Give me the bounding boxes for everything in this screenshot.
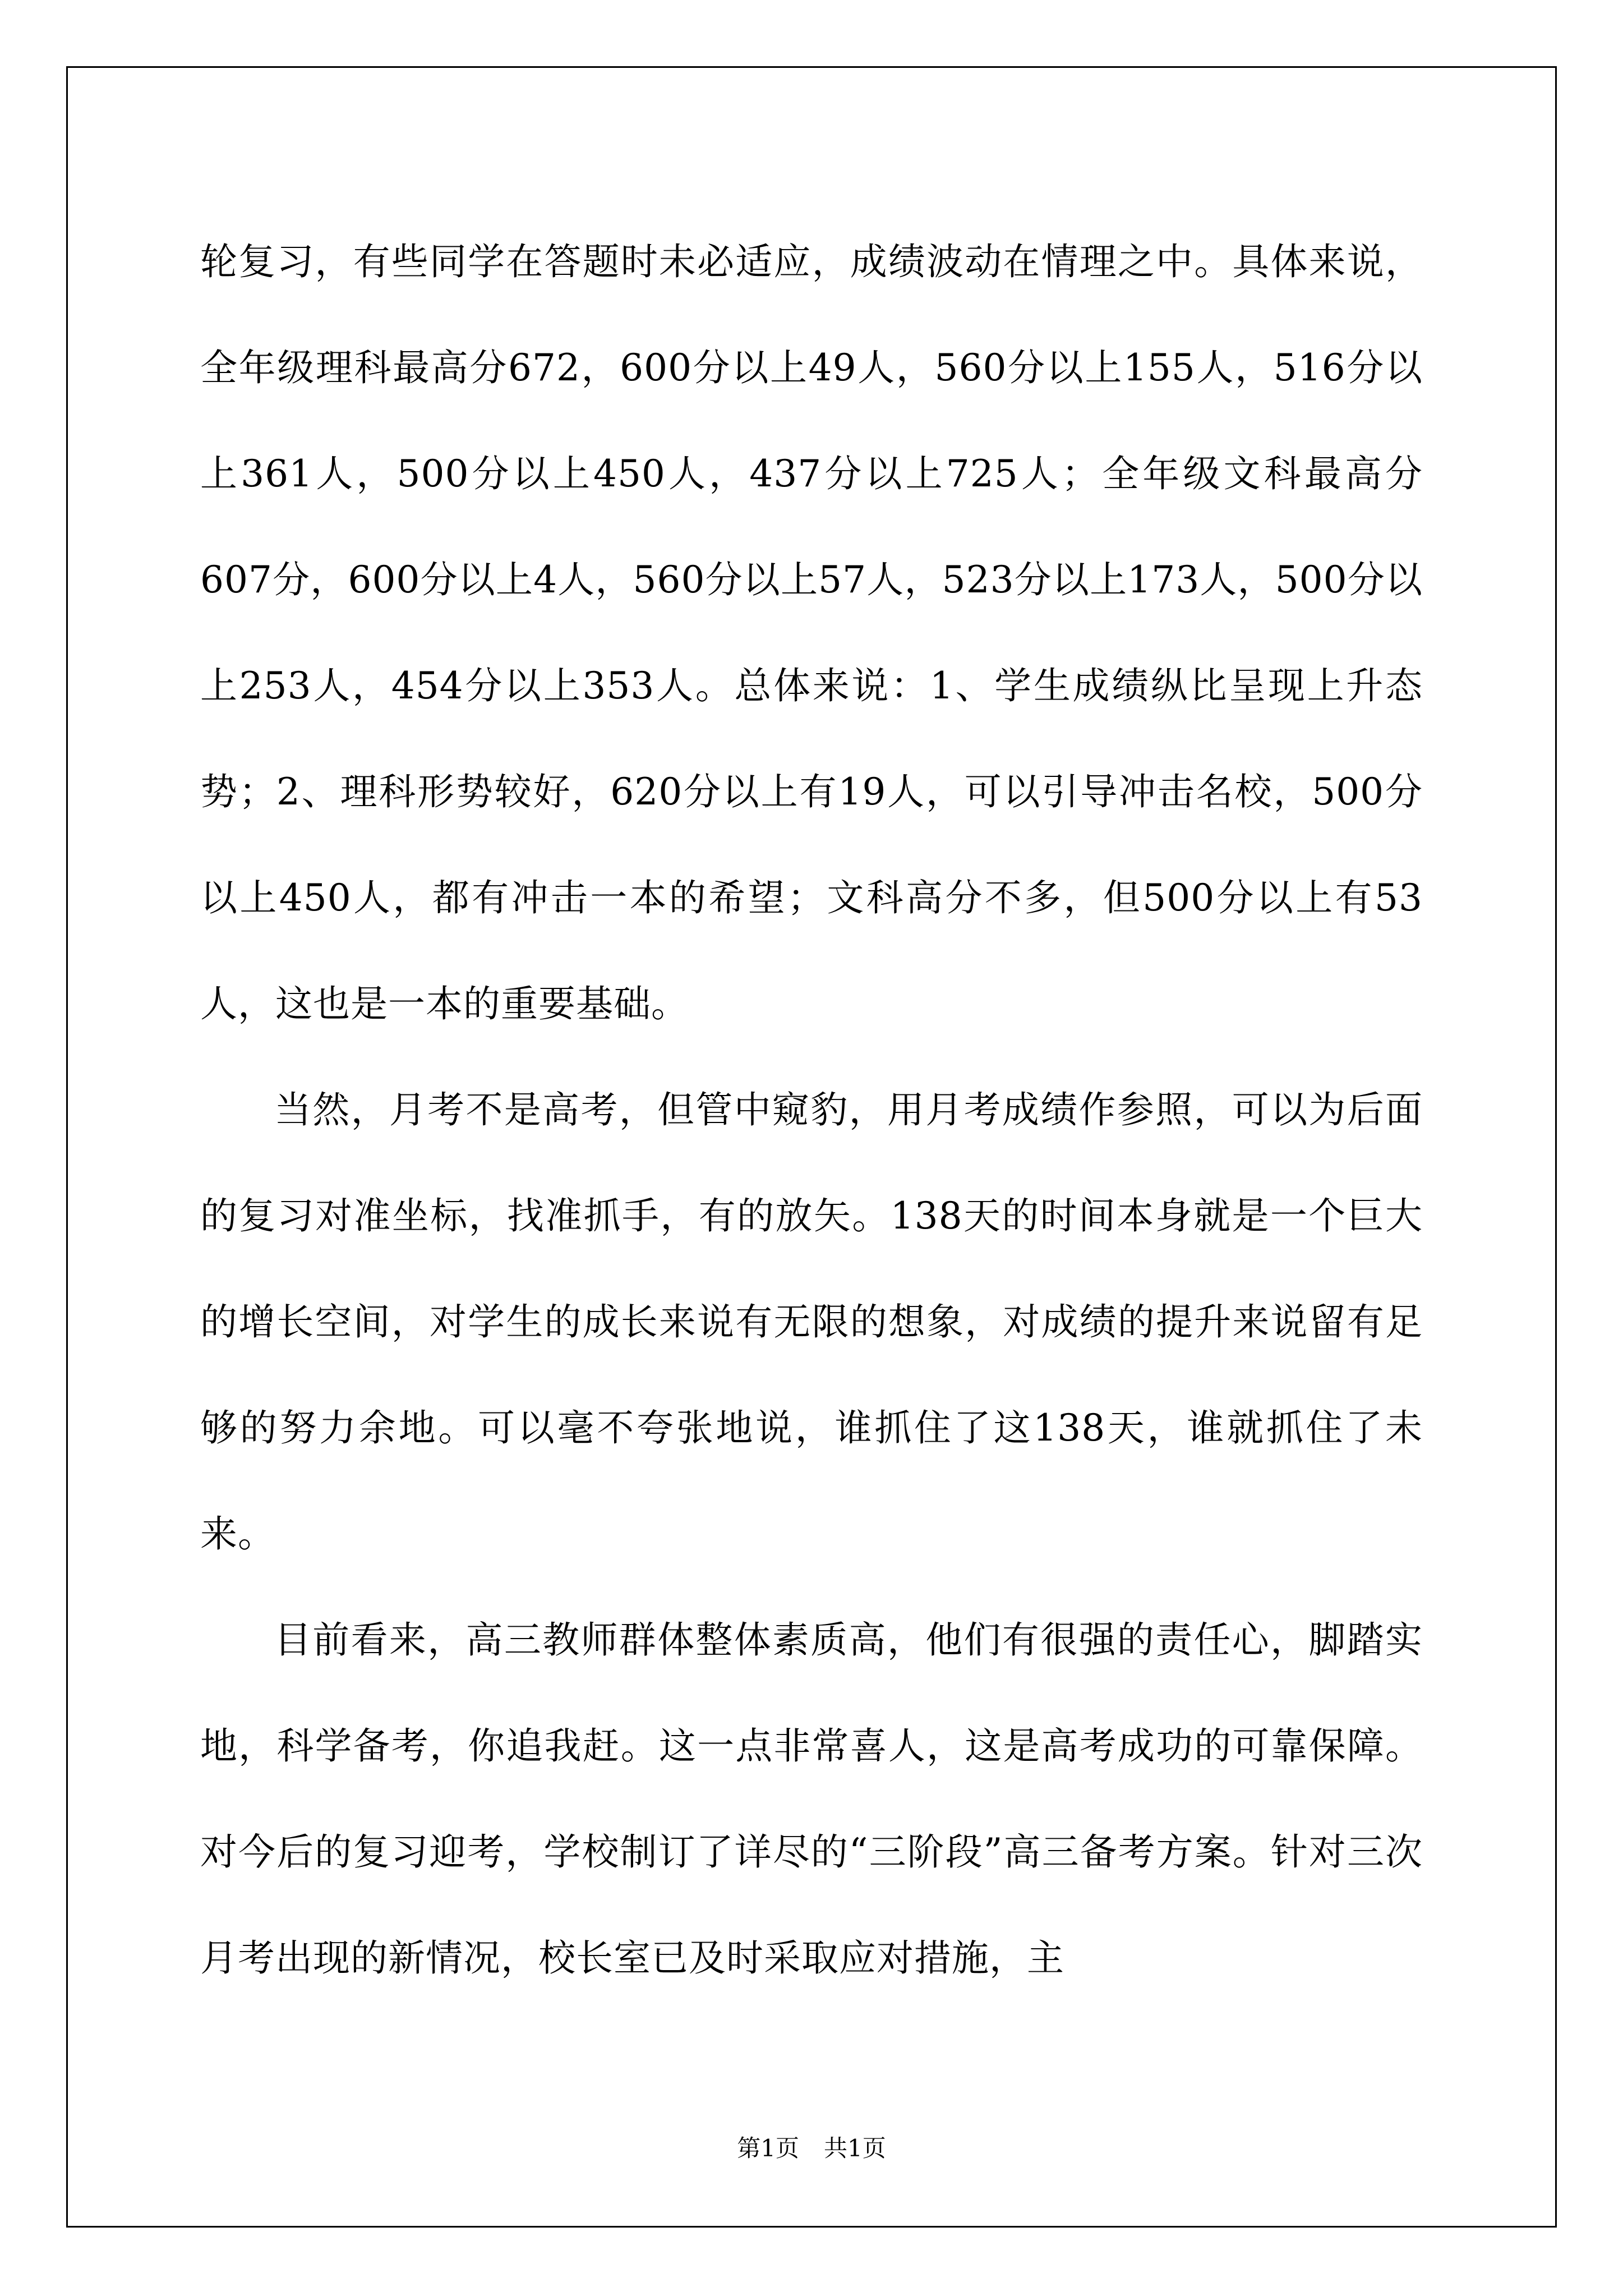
page-total: 共1页 [824,2134,886,2162]
page-footer [0,2130,1623,2164]
document-body [200,209,1423,2011]
paragraph-scores: 轮复习，有些同学在答题时未必适应，成绩波动在情理之中。具体来说，全年级理科最高分672，600分以上49人，560分以上155人，516分以上361人，500分以上450人，437分以上725人；全年级文科最高分607分，600分以上4人，560分以上57人，523分以上173人，500分以上253人，454分以上353人。总体来说：1、学生成绩纵比呈现上升态势；2、理科形势较好，620分以上有19人，可以引导冲击名校，500分以上450人，都有冲击一本的希望；文科高分不多，但500分以上有53人，这也是一本的重要基础。 [200,240,1423,1025]
paragraph-teachers: 目前看来，高三教师群体整体素质高，他们有很强的责任心，脚踏实地，科学备考，你追我赶。这一点非常喜人，这是高考成功的可靠保障。对今后的复习迎考，学校制订了详尽的“三阶段”高三备考方案。针对三次月考出现的新情况，校长室已及时采取应对措施，主 [200,1618,1423,1980]
paragraph-monthly-exam: 当然，月考不是高考，但管中窥豹，用月考成绩作参照，可以为后面的复习对准坐标，找准抓手，有的放矢。138天的时间本身就是一个巨大的增长空间，对学生的成长来说有无限的想象，对成绩的提升来说留有足够的努力余地。可以毫不夸张地说，谁抓住了这138天，谁就抓住了未来。 [200,1088,1423,1556]
page-number: 第1页 [737,2134,799,2162]
